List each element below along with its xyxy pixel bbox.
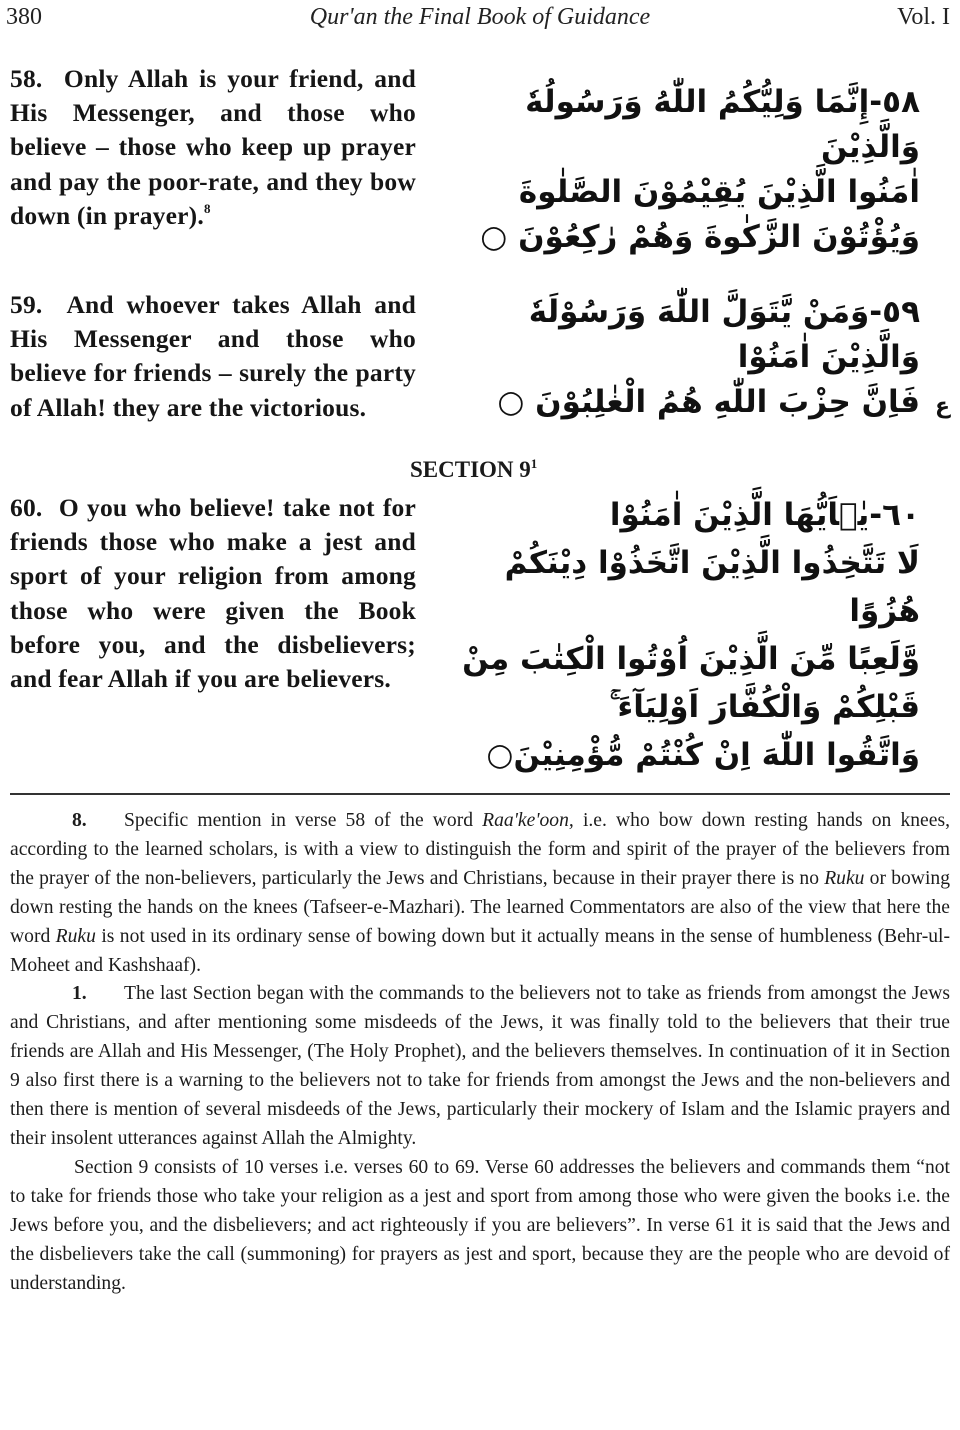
verse-59-translation [10,288,416,425]
footnote-term: Ruku [55,925,96,947]
footnote-ref-8[interactable]: 8 [203,200,211,216]
footnote-text: i.e. who bow down resting hands on knees, according to the learned scholars, is with a view to distinguish the form and spirit of the prayer of the believers from the prayer of the non-believers, particularly the Jews and Christians, because in their prayer there is no [10,810,950,889]
arabic-line: قَبْلِكُمْ وَالْكُفَّارَ اَوْلِيَآءَ ۚ [609,689,920,725]
verse-60-arabic [446,491,950,779]
verse-text: Only Allah is your friend, and His Messenger, and those who believe – those who keep up prayer and pay the poor-rate, and they bow down (in prayer). [10,64,417,230]
book-title: Qur'an the Final Book of Guidance [309,4,651,30]
ruku-mark-icon: ع [934,394,950,419]
verse-58-translation [10,62,416,233]
verse-59-arabic [446,288,950,425]
page-body [0,40,960,1308]
verse-number: 59. [10,290,43,319]
arabic-line: ٥٨-إِنَّمَا وَلِيُّكُمُ اللّٰهُ وَرَسُولُهٗ وَالَّذِيْنَ [525,84,920,165]
footnote-text: Section 9 consists of 10 verses i.e. verses 60 to 69. Verse 60 addresses the believers and commands them “not to take for friends those who take your religion as a jest and sport from among those who were given the books i.e. the Jews before you, and the disbelievers; and act righteously if you are believers”. In verse 61 it is said that the Jews and the disbelievers take the call (summoning) for prayers as jest and sport, because they are the people who are devoid of understanding. [10,1156,950,1294]
page-number: 380 [6,4,42,30]
footnote-number: 8. [72,810,87,831]
footnote-term: Ruku [824,867,865,889]
footnote-number: 1. [72,983,87,1005]
footnote-8 [10,807,950,980]
arabic-line: فَاِنَّ حِزْبَ اللّٰهِ هُمُ الْغٰلِبُوْنَ ○ [497,384,920,420]
arabic-line: وَّلَعِبًا مِّنَ الَّذِيْنَ اُوْتُوا الْكِتٰبَ مِنْ [462,641,920,677]
footnote-ref-1[interactable]: 1 [530,456,538,471]
footnote-term: Raa'ke'oon, [482,810,574,831]
arabic-line: ٦٠-يٰۤاَيُّهَا الَّذِيْنَ اٰمَنُوْا [609,497,920,533]
arabic-line: ٥٩-وَمَنْ يَّتَوَلَّ اللّٰهَ وَرَسُوْلَهٗ [528,294,920,330]
verse-58-arabic [446,62,950,260]
footnote-text: is not used in its ordinary sense of bowing down but it actually means in the sense of humbleness (Behr-ul-Moheet and Kashshaaf). [10,925,951,976]
verse-number: 58. [10,64,43,93]
footnote-1-continued [10,1154,950,1299]
arabic-line: وَاتَّقُوا اللّٰهَ اِنْ كُنْتُمْ مُّؤْمِنِيْنَ○ [486,737,920,773]
section-heading [410,455,950,485]
verse-60-translation [10,491,416,696]
footnote-text: The last Section began with the commands to the believers not to take as friends from amongst the Jews and Christians, and after mentioning some misdeeds of the Jews, it was finally told to the believers that their true friends are Allah and His Messenger, (The Holy Prophet), and the believers themselves. In continuation of it in Section 9 also first there is a warning to the believers not to take for friends from amongst the Jews and the non-believers and then there is mention of several misdeeds of the Jews, particularly their mockery of Islam and the Islamic prayers and their insolent utterances against Allah the Almighty. [10,983,950,1149]
arabic-line: لَا تَتَّخِذُوا الَّذِيْنَ اتَّخَذُوْا دِيْنَكُمْ هُزُوًا [504,545,920,629]
arabic-line: اٰمَنُوا الَّذِيْنَ يُقِيْمُوْنَ الصَّلٰوةَ [518,174,920,210]
running-head [0,0,960,40]
section-label: SECTION 9 [410,457,531,482]
verse-59 [10,288,950,425]
volume-label: Vol. I [897,4,950,30]
verse-58 [10,62,950,260]
arabic-line: وَالَّذِيْنَ اٰمَنُوْا [737,339,920,375]
verse-text: O you who believe! take not for friends those who make a jest and sport of your religion from among those who were given the Book before you, and the disbelievers; and fear Allah if you are believers. [10,493,416,694]
footnote-text: Specific mention in verse 58 of the word [124,810,483,831]
footnotes [10,807,950,1308]
footnote-divider [10,793,950,795]
footnote-1 [10,980,950,1153]
verse-text: And whoever takes Allah and His Messenger and those who believe for friends – surely the party of Allah! they are the victorious. [10,290,416,422]
verse-number: 60. [10,493,43,522]
verse-60 [10,491,950,779]
footnote-text: or bowing down resting the hands on the knees (Tafseer-e-Mazhari). The learned Commentators are also of the view that here the word [10,867,950,947]
arabic-line: وَيُؤْتُوْنَ الزَّكٰوةَ وَهُمْ رٰكِعُوْنَ ○ [480,219,920,255]
